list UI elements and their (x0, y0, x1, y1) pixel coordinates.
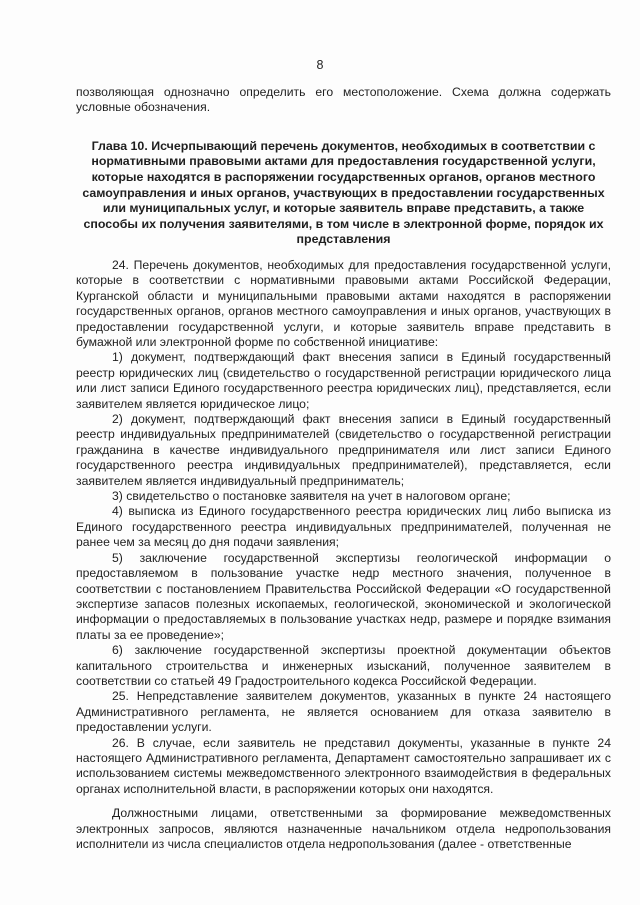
list-item-5: 5) заключение государственной экспертизы геологической информации о предоставляемом в пользование участке недр местного значения, полученное в соответствии с постановлением Правительства Российской Федерации «О государственной экспертизе запасов полезных ископаемых, геологической, экономической и экологической информации о предоставляемых в пользование участках недр, размере и порядке взимания платы за ее проведение»; (76, 550, 611, 642)
chapter-heading: Глава 10. Исчерпывающий перечень документов, необходимых в соответствии с нормативными правовыми актами для предоставления государственной услуги, которые находятся в распоряжении государственных органов, органов местного самоуправления и иных органов, участвующих в предоставлении государственных или муниципальных услуг, и которые заявитель вправе представить, а также способы их получения заявителями, в том числе в электронной форме, порядок их представления (82, 138, 605, 247)
document-body (76, 85, 611, 852)
intro-paragraph: позволяющая однозначно определить его местоположение. Схема должна содержать условные обозначения. (76, 85, 611, 115)
paragraph-24: 24. Перечень документов, необходимых для предоставления государственной услуги, которые в соответствии с нормативными правовыми актами Российской Федерации, Курганской области и муниципальными правовыми актами находятся в распоряжении государственных органов, органов местного самоуправления и иных органов, участвующих в предоставлении государственной услуги, и которые заявитель вправе представить в бумажной или электронной форме по собственной инициативе: (76, 257, 611, 349)
paragraph-officials: Должностными лицами, ответственными за формирование межведомственных электронных запросов, являются назначенные начальником отдела недропользования исполнители из числа специалистов отдела недропользования (далее - ответственные (76, 806, 611, 851)
paragraph-26: 26. В случае, если заявитель не представил документы, указанные в пункте 24 настоящего Административного регламента, Департамент самостоятельно запрашивает их с использованием системы межведомственного электронного взаимодействия в федеральных органах исполнительной власти, в распоряжении которых они находятся. (76, 735, 611, 796)
list-item-3: 3) свидетельство о постановке заявителя на учет в налоговом органе; (112, 489, 511, 504)
paragraph-25: 25. Непредставление заявителем документов, указанных в пункте 24 настоящего Административного регламента, не является основанием для отказа заявителю в предоставлении услуги. (76, 689, 611, 735)
list-item-1: 1) документ, подтверждающий факт внесения записи в Единый государственный реестр юридических лиц (свидетельство о государственной регистрации юридического лица или лист записи Единого государственного реестра юридических лиц), представляется, если заявителем является юридическое лицо; (76, 350, 611, 411)
list-item-4: 4) выписка из Единого государственного реестра юридических лиц либо выписка из Единого государственного реестра индивидуальных предпринимателей, полученная не ранее чем за месяц до дня подачи заявления; (76, 504, 611, 550)
list-item-6: 6) заключение государственной экспертизы проектной документации объектов капитального строительства и инженерных изысканий, полученное заявителем в соответствии со статьей 49 Градостроительного кодекса Российской Федерации. (76, 643, 611, 688)
list-item-2: 2) документ, подтверждающий факт внесения записи в Единый государственный реестр индивидуальных предпринимателей (свидетельство о государственной регистрации гражданина в качестве индивидуального предпринимателя или лист записи Единого государственного реестра индивидуальных предпринимателей), представляется, если заявителем является индивидуальный предприниматель; (76, 412, 611, 488)
page-number: 8 (316, 58, 324, 72)
